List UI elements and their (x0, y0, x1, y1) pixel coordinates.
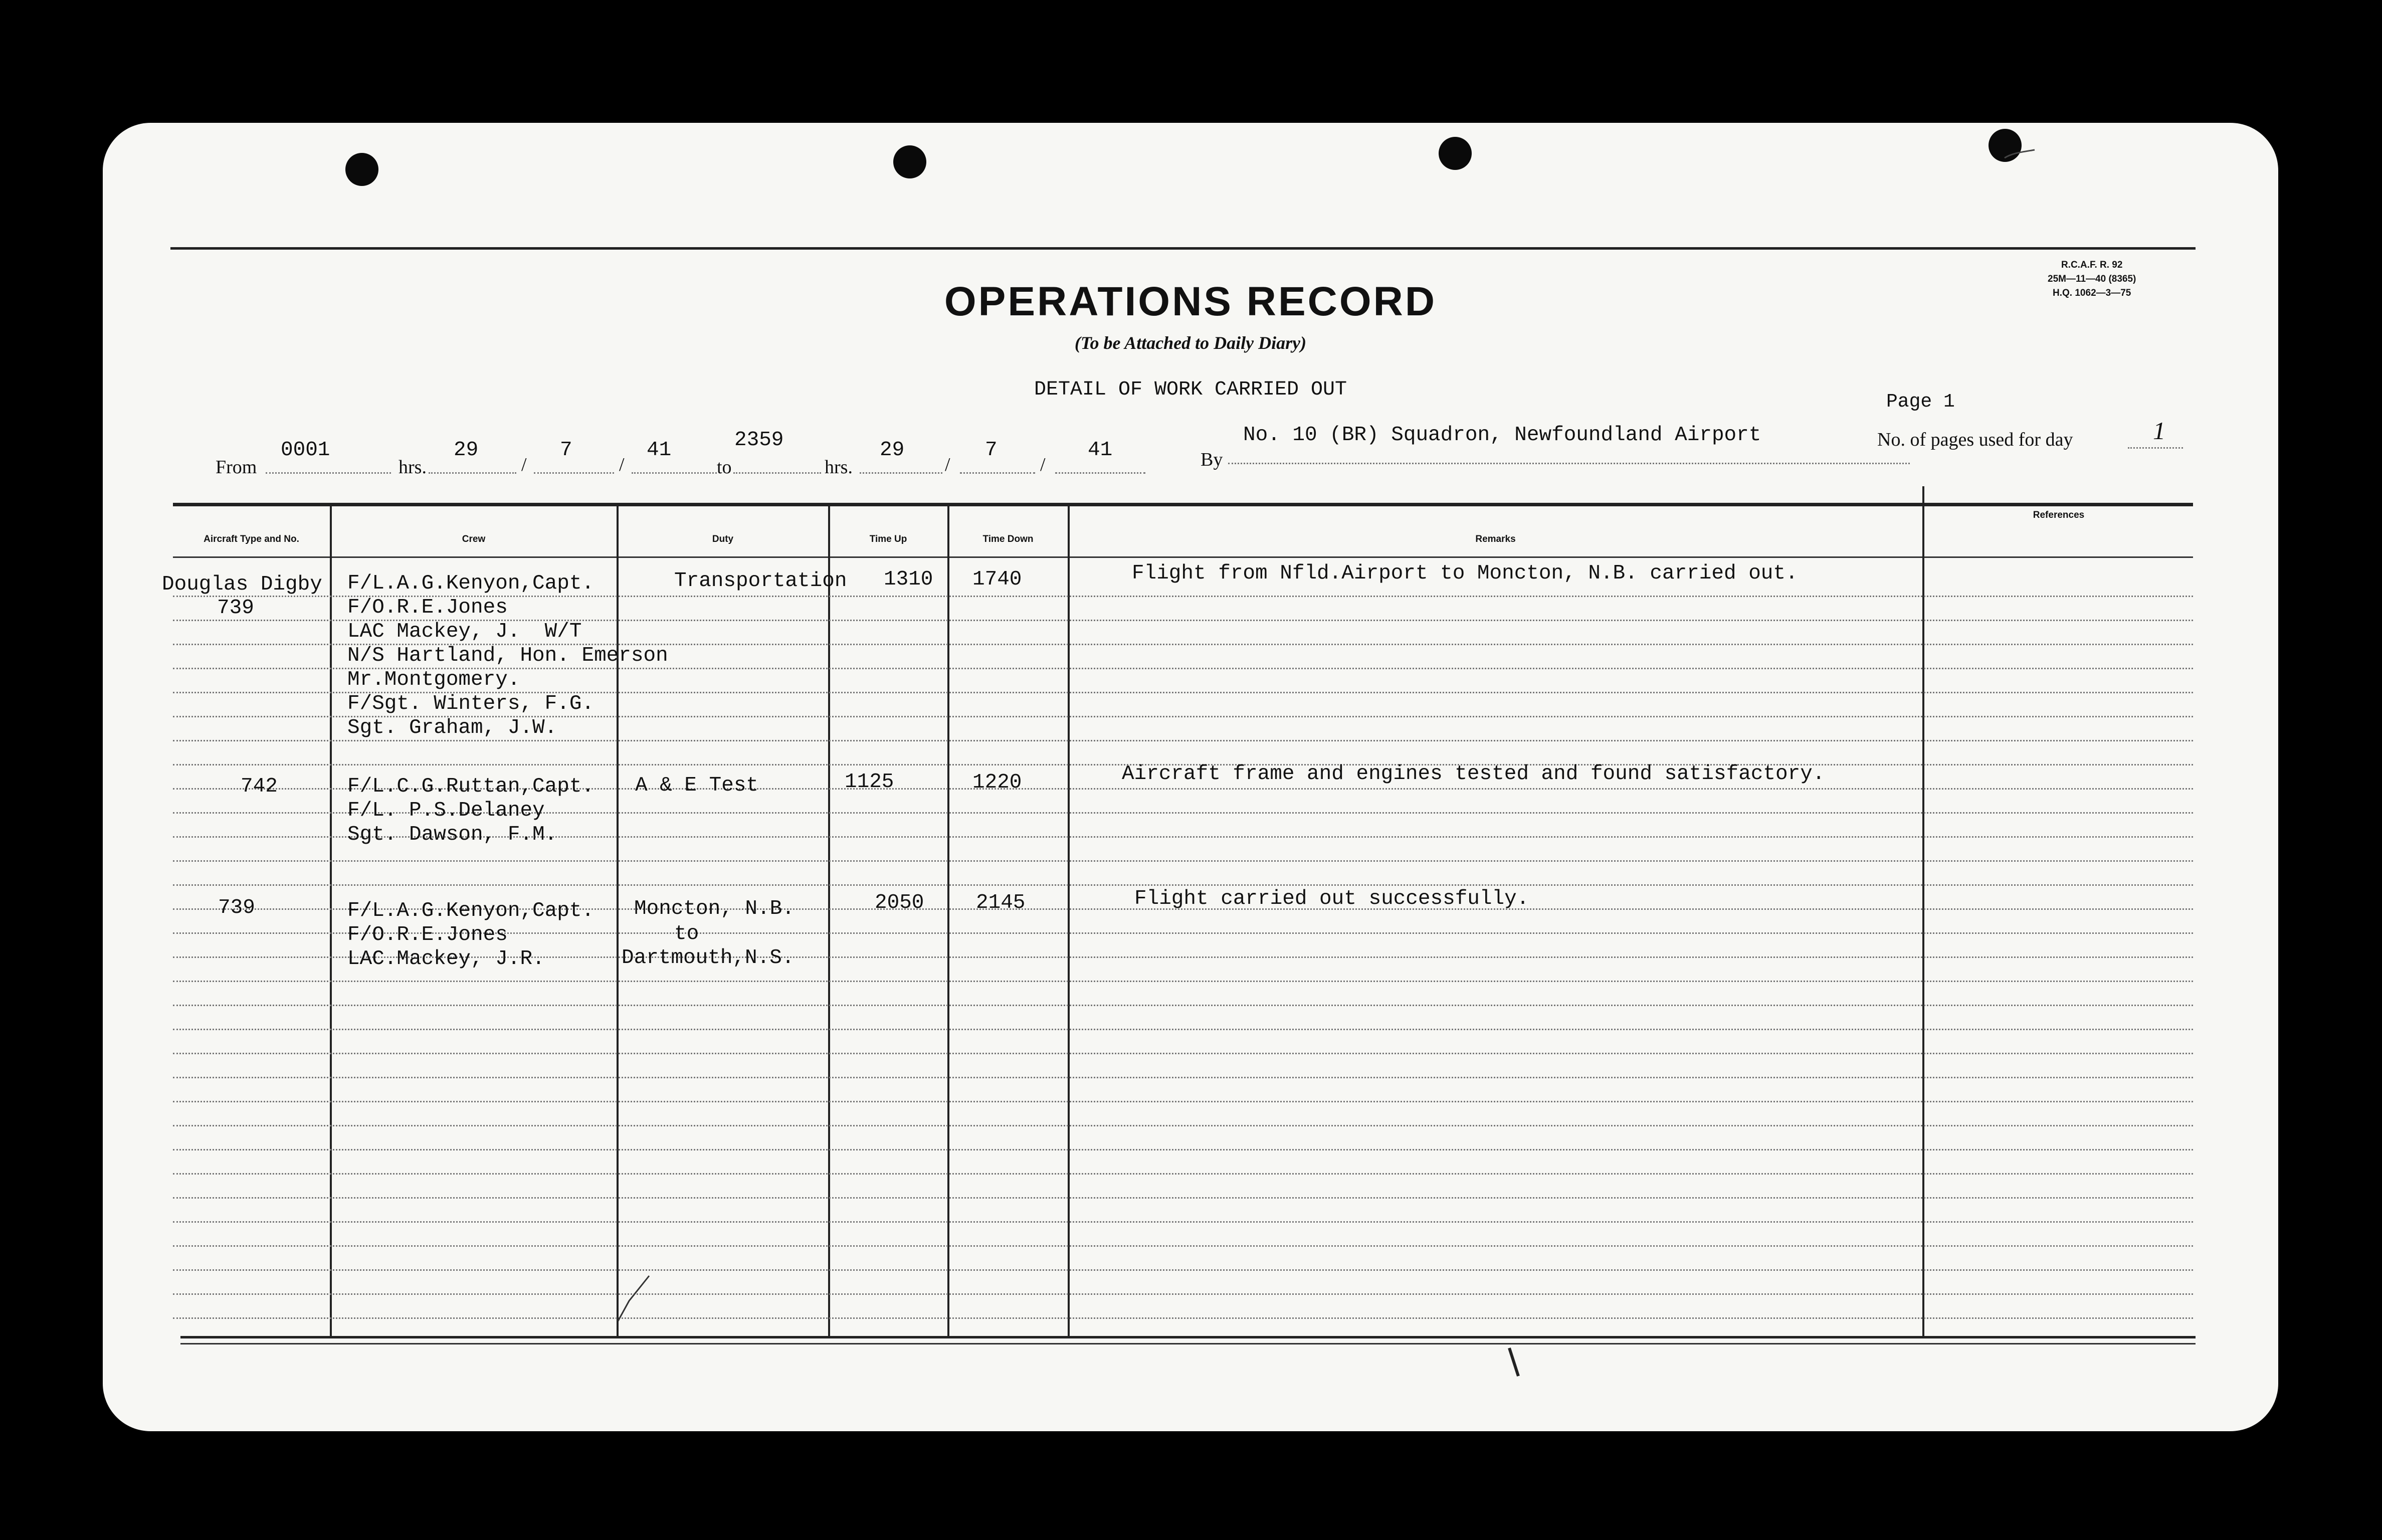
col-header-remarks: Remarks (1475, 534, 1516, 544)
ruled-line (173, 1173, 2193, 1175)
table-bottom-border (180, 1336, 2196, 1338)
pen-mark (614, 1271, 654, 1326)
ruled-line (173, 1149, 2193, 1150)
section-title: DETAIL OF WORK CARRIED OUT (1034, 378, 1347, 401)
duty: to (674, 922, 699, 945)
to-year: 41 (1088, 439, 1113, 462)
ruled-line (173, 860, 2193, 862)
column-divider (330, 504, 332, 1338)
crew-member: F/O.R.E.Jones (347, 923, 508, 946)
aircraft-number: 739 (218, 896, 255, 919)
column-divider (1922, 486, 1924, 1338)
column-divider (947, 504, 949, 1338)
to-day-line (860, 472, 942, 474)
pen-mark (2003, 143, 2038, 163)
crew-member: LAC.Mackey, J.R. (347, 947, 545, 971)
binder-hole (893, 145, 926, 178)
duty: A & E Test (635, 774, 759, 797)
remarks: Aircraft frame and engines tested and found satisfactory. (1122, 762, 1825, 786)
form-code-line: 25M—11—40 (8365) (2048, 274, 2136, 284)
crew-member: Sgt. Graham, J.W. (347, 716, 557, 739)
from-month-line (534, 472, 614, 474)
time-down: 2145 (976, 891, 1026, 914)
pages-used-label: No. of pages used for day (1877, 429, 2073, 450)
duty: Dartmouth,N.S. (622, 946, 795, 970)
ruled-line (173, 1053, 2193, 1054)
ruled-line (173, 1125, 2193, 1126)
crew-member: F/L.C.G.Ruttan,Capt. (347, 775, 594, 798)
ruled-line (173, 1221, 2193, 1223)
to-time: 2359 (734, 429, 784, 452)
to-day: 29 (880, 439, 905, 462)
crew-member: Mr.Montgomery. (347, 668, 520, 691)
slash: / (1040, 454, 1046, 475)
ruled-line (173, 1029, 2193, 1030)
crew-member: F/O.R.E.Jones (347, 596, 508, 619)
from-time: 0001 (281, 439, 330, 462)
from-month: 7 (560, 439, 572, 462)
column-divider (1068, 504, 1070, 1338)
from-label: From (216, 457, 257, 478)
ruled-line (173, 1317, 2193, 1319)
remarks: Flight from Nfld.Airport to Moncton, N.B. carried out. (1132, 562, 1798, 585)
duty: Moncton, N.B. (634, 897, 795, 920)
to-month: 7 (985, 439, 998, 462)
crew-member: LAC Mackey, J. W/T (347, 620, 582, 643)
to-label: to (717, 457, 732, 478)
pen-mark (1506, 1346, 1521, 1381)
hrs-label: hrs. (399, 457, 427, 478)
slash: / (945, 454, 950, 475)
aircraft-number: 739 (217, 597, 254, 620)
page-label: Page 1 (1886, 391, 1955, 413)
crew-member: F/Sgt. Winters, F.G. (347, 692, 594, 715)
table-bottom-border (180, 1343, 2196, 1344)
top-rule (170, 247, 2196, 250)
to-month-line (960, 472, 1035, 474)
by-label: By (1201, 449, 1223, 470)
from-year-line (632, 472, 717, 474)
from-day-line (429, 472, 516, 474)
crew-member: F/L.A.G.Kenyon,Capt. (347, 572, 594, 595)
col-header-aircraft: Aircraft Type and No. (204, 534, 299, 544)
to-time-line (733, 472, 821, 474)
record-card (103, 123, 2278, 1431)
aircraft-number: 742 (241, 775, 278, 798)
from-day: 29 (454, 439, 479, 462)
crew-member: F/L.A.G.Kenyon,Capt. (347, 899, 594, 922)
form-code (2048, 258, 2136, 300)
ruled-line (173, 1245, 2193, 1247)
from-year: 41 (647, 439, 672, 462)
ruled-line (173, 1005, 2193, 1006)
time-up: 1310 (884, 568, 933, 591)
col-header-time-up: Time Up (869, 534, 907, 544)
to-year-line (1055, 472, 1145, 474)
ruled-line (173, 981, 2193, 982)
pages-used-line (2128, 447, 2183, 449)
slash: / (521, 454, 527, 475)
crew-member: Sgt. Dawson, F.M. (347, 823, 557, 846)
col-header-crew: Crew (462, 534, 486, 544)
time-up: 2050 (875, 891, 924, 914)
column-divider (617, 504, 619, 1338)
time-up: 1125 (845, 771, 894, 794)
form-subtitle: (To be Attached to Daily Diary) (1074, 333, 1307, 353)
col-header-duty: Duty (712, 534, 734, 544)
aircraft-type: Douglas Digby (162, 573, 322, 596)
binder-hole (345, 153, 378, 186)
pages-used-value: 1 (2153, 417, 2165, 445)
ruled-line (173, 1077, 2193, 1078)
ruled-line (173, 1293, 2193, 1295)
by-line (1228, 463, 1910, 464)
ruled-line (173, 1101, 2193, 1102)
slash: / (619, 454, 625, 475)
by-value: No. 10 (BR) Squadron, Newfoundland Airport (1243, 424, 1761, 447)
form-title: OPERATIONS RECORD (944, 279, 1437, 324)
binder-hole (1439, 137, 1472, 170)
from-time-line (266, 472, 391, 474)
col-header-time-down: Time Down (982, 534, 1034, 544)
column-divider (828, 504, 830, 1338)
time-down: 1220 (972, 771, 1022, 794)
to-hrs-label: hrs. (825, 457, 853, 478)
col-header-references: References (2033, 510, 2085, 520)
remarks: Flight carried out successfully. (1134, 887, 1529, 910)
crew-member: N/S Hartland, Hon. Emerson (347, 644, 668, 667)
ruled-line (173, 1197, 2193, 1199)
table-top-border (173, 503, 2193, 506)
form-code-line: H.Q. 1062—3—75 (2053, 288, 2131, 298)
duty: Transportation (674, 569, 847, 593)
header-row-border (173, 556, 2193, 558)
crew-member: F/L. P.S.Delaney (347, 799, 545, 822)
ruled-line (173, 1269, 2193, 1271)
time-down: 1740 (972, 568, 1022, 591)
form-code-line: R.C.A.F. R. 92 (2061, 260, 2123, 270)
